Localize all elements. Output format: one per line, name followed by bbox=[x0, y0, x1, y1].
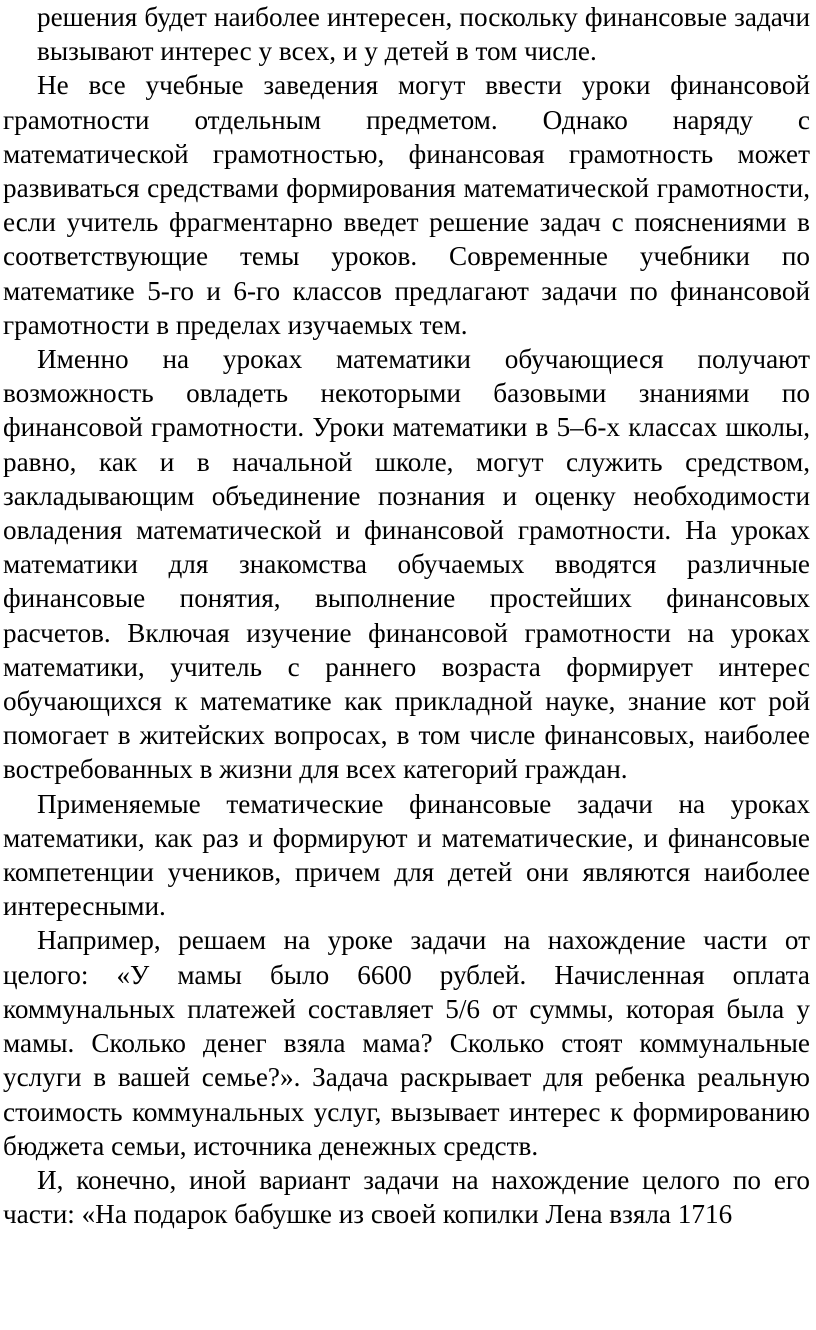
paragraph-financial-literacy-lessons: Не все учебные заведения могут ввести уроки финансовой грамотности отдельным предметом. Однако наряду с математической грамотностью, финансовая грамотность может развиваться средствами формирования математической грамотности, если учитель фрагментарно введет решение задач с пояснениями в соответствующие темы уроков. Современные учебники по математике 5-го и 6-го классов предлагают задачи по финансовой грамотности в пределах изучаемых тем. bbox=[3, 70, 810, 340]
paragraph-example-part-of-whole: Например, решаем на уроке задачи на нахождение части от целого: «У мамы было 6600 рублей. Начисленная оплата коммунальных платежей составляет 5/6 от суммы, которая была у мамы. Сколько денег взяла мама? Сколько стоят коммунальные услуги в вашей семье?». Задача раскрывает для ребенка реальную стоимость коммунальных услуг, вызывает интерес к формированию бюджета семьи, источника денежных средств. bbox=[3, 925, 810, 1161]
paragraph-thematic-tasks: Применяемые тематические финансовые задачи на уроках математики, как раз и формируют и математические, и финансовые компетенции учеников, причем для детей они являются наиболее интересными. bbox=[3, 788, 810, 922]
paragraph-math-lessons: Именно на уроках математики обучающиеся получают возможность овладеть некоторыми базовыми знаниями по финансовой грамотности. Уроки математики в 5–6-х классах школы, равно, как и в начальной школе, могут служить средством, закладывающим объединение познания и оценку необходимости овладения математической и финансовой грамотности. На уроках математики для знакомства обучаемых вводятся различные финансовые понятия, выполнение простейших финансовых расчетов. Включая изучение финансовой грамотности на уроках математики, учитель с раннего возраста формирует интерес обучающихся к математике как прикладной науке, знание кот рой помогает в житейских вопросах, в том числе финансовых, наиболее востребованных в жизни для всех категорий граждан. bbox=[3, 344, 810, 785]
paragraph-continuation: решения будет наиболее интересен, поскольку финансовые задачи вызывают интерес у всех, и у детей в том числе. bbox=[37, 2, 810, 67]
paragraph-example-whole-from-part: И, конечно, иной вариант задачи на нахождение целого по его части: «На подарок бабушке из своей копилки Лена взяла 1716 bbox=[3, 1164, 810, 1230]
